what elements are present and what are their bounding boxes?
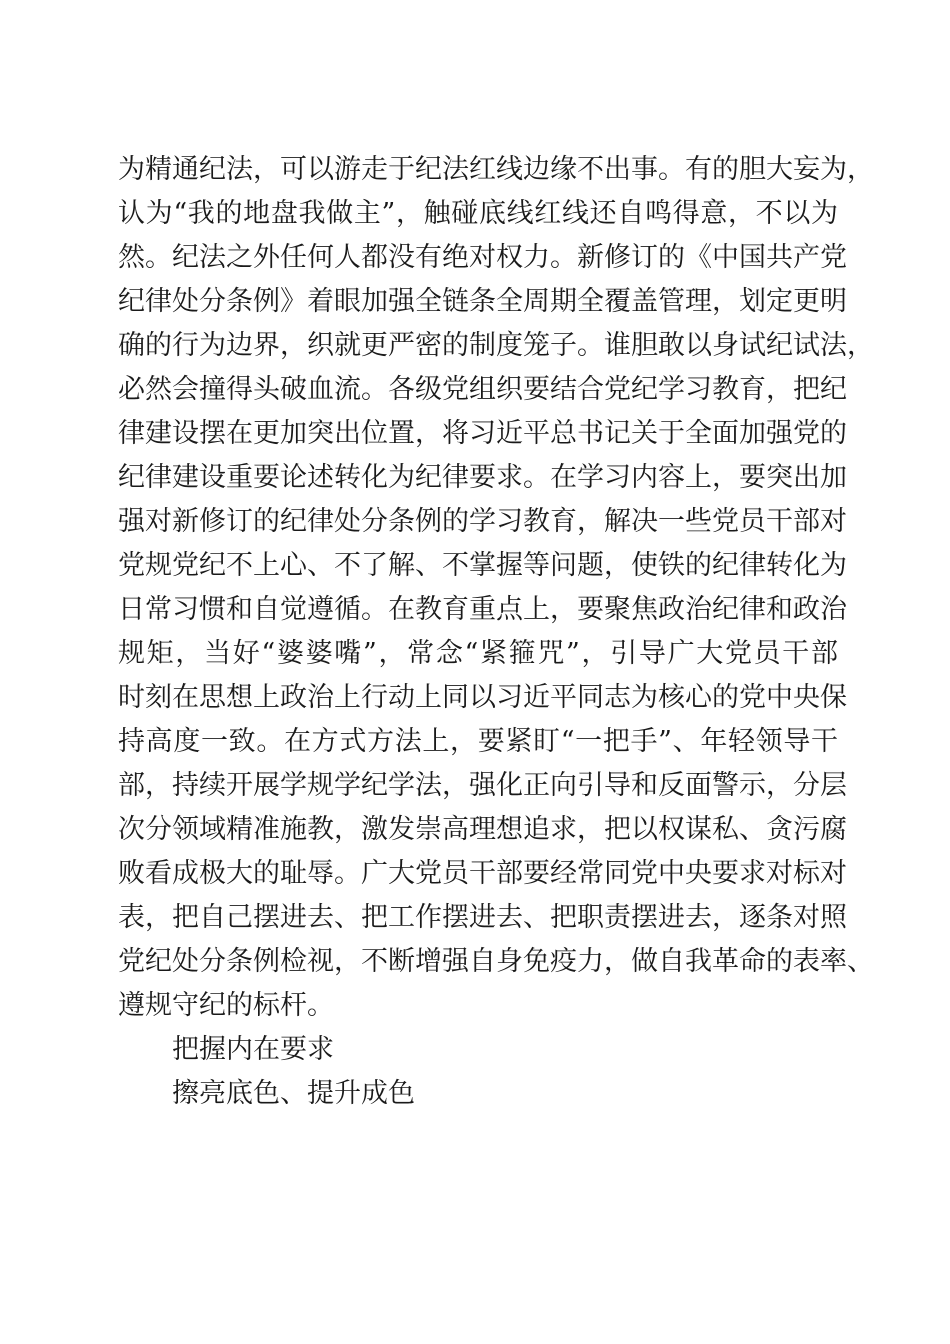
paragraph-line: 党规党纪不上心、不了解、不掌握等问题，使铁的纪律转化为: [118, 550, 847, 581]
paragraph-line: 规矩，当好“婆婆嘴”，常念“紧箍咒”，引导广大党员干部: [118, 638, 838, 669]
paragraph-line: 然。纪法之外任何人都没有绝对权力。新修订的《中国共产党: [118, 242, 847, 273]
paragraph-line: 律建设摆在更加突出位置，将习近平总书记关于全面加强党的: [118, 418, 847, 449]
body-text: [118, 148, 874, 1116]
paragraph-line: 为精通纪法，可以游走于纪法红线边缘不出事。有的胆大妄为，: [118, 154, 874, 185]
paragraph-line: 必然会撞得头破血流。各级党组织要结合党纪学习教育，把纪: [118, 374, 847, 405]
paragraph-line: 认为“我的地盘我做主”，触碰底线红线还自鸣得意，不以为: [118, 198, 838, 229]
paragraph-line-last: 遵规守纪的标杆。: [118, 990, 334, 1021]
paragraph-line: 确的行为边界，织就更严密的制度笼子。谁胆敢以身试纪试法，: [118, 330, 874, 361]
paragraph-line: 纪律建设重要论述转化为纪律要求。在学习内容上，要突出加: [118, 462, 847, 493]
paragraph-line: 时刻在思想上政治上行动上同以习近平同志为核心的党中央保: [118, 682, 847, 713]
paragraph-line: 党纪处分条例检视，不断增强自身免疫力，做自我革命的表率、: [118, 946, 874, 977]
paragraph-line: 持高度一致。在方式方法上，要紧盯“一把手”、年轻领导干: [118, 726, 838, 757]
paragraph-line: 纪律处分条例》着眼加强全链条全周期全覆盖管理，划定更明: [118, 286, 847, 317]
paragraph-line: 表，把自己摆进去、把工作摆进去、把职责摆进去，逐条对照: [118, 902, 847, 933]
paragraph-line: 部，持续开展学规学纪学法，强化正向引导和反面警示，分层: [118, 770, 847, 801]
paragraph-line: 次分领域精准施教，激发崇高理想追求，把以权谋私、贪污腐: [118, 814, 847, 845]
paragraph-line: 日常习惯和自觉遵循。在教育重点上，要聚焦政治纪律和政治: [118, 594, 847, 625]
paragraph-line: 强对新修订的纪律处分条例的学习教育，解决一些党员干部对: [118, 506, 847, 537]
section-heading-2: 擦亮底色、提升成色: [172, 1078, 415, 1109]
section-heading-1: 把握内在要求: [172, 1034, 334, 1065]
paragraph-line: 败看成极大的耻辱。广大党员干部要经常同党中央要求对标对: [118, 858, 847, 889]
